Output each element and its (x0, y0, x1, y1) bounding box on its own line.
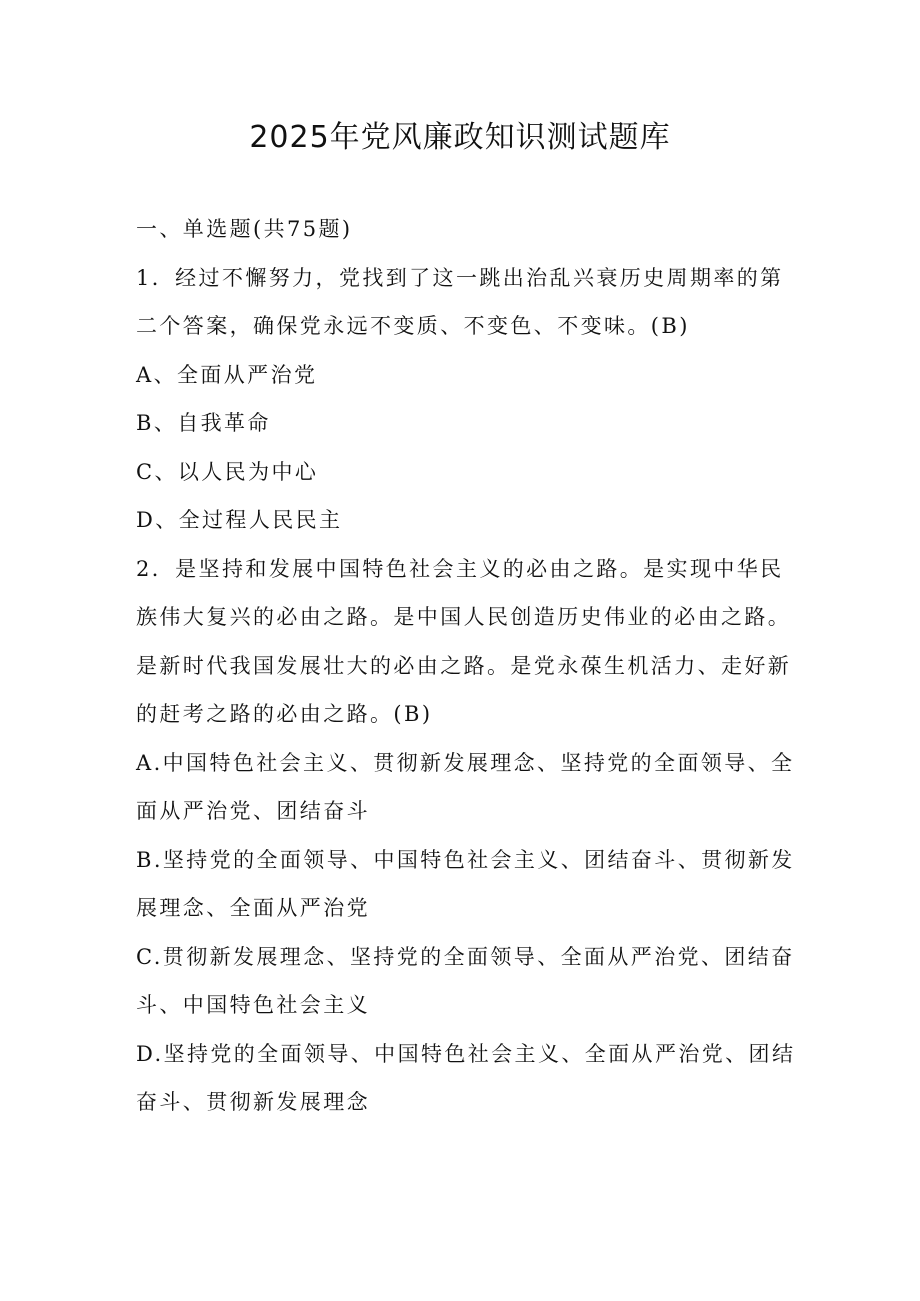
question-2-option-a-line-2: 面从严治党、团结奋斗 (136, 799, 370, 823)
question-1-stem-line-1: 1．经过不懈努力，党找到了这一跳出治乱兴衰历史周期率的第 (136, 265, 784, 290)
document-title: 2025年党风廉政知识测试题库 (249, 120, 671, 155)
question-2-option-a (136, 739, 796, 836)
question-2-option-d-line-1: D.坚持党的全面领导、中国特色社会主义、全面从严治党、团结 (136, 1041, 796, 1066)
question-2-option-b-line-2: 展理念、全面从严治党 (136, 896, 370, 920)
section-heading: 一、单选题(共75题) (136, 217, 353, 241)
question-2-stem (136, 545, 796, 739)
document-body (136, 205, 796, 1127)
question-2-stem-line-2: 族伟大复兴的必由之路。是中国人民创造历史伟业的必由之路。 (136, 605, 792, 629)
question-2-option-c (136, 933, 796, 1030)
question-1-stem (136, 254, 796, 351)
question-2-option-d (136, 1030, 796, 1127)
question-1-option-d: D、全过程人民民主 (136, 508, 343, 532)
question-1-stem-line-2: 二个答案，确保党永远不变质、不变色、不变味。(B) (136, 314, 690, 338)
question-2-stem-line-4: 的赶考之路的必由之路。(B) (136, 702, 433, 726)
question-2-stem-line-1: 2．是坚持和发展中国特色社会主义的必由之路。是实现中华民 (136, 556, 784, 581)
question-2-option-c-line-1: C.贯彻新发展理念、坚持党的全面领导、全面从严治党、团结奋 (136, 944, 795, 969)
question-2-stem-line-3: 是新时代我国发展壮大的必由之路。是党永葆生机活力、走好新 (136, 653, 792, 678)
question-2 (136, 545, 796, 1127)
question-1-option-a: A、全面从严治党 (136, 362, 318, 387)
question-2-option-c-line-2: 斗、中国特色社会主义 (136, 993, 370, 1017)
question-1-option-b: B、自我革命 (136, 411, 271, 435)
question-1 (136, 254, 796, 545)
question-2-option-b (136, 836, 796, 933)
question-2-option-d-line-2: 奋斗、贯彻新发展理念 (136, 1090, 370, 1114)
question-2-option-a-line-1: A.中国特色社会主义、贯彻新发展理念、坚持党的全面领导、全 (136, 750, 795, 775)
question-2-option-b-line-1: B.坚持党的全面领导、中国特色社会主义、团结奋斗、贯彻新发 (136, 847, 795, 872)
question-1-option-c: C、以人民为中心 (136, 459, 319, 484)
